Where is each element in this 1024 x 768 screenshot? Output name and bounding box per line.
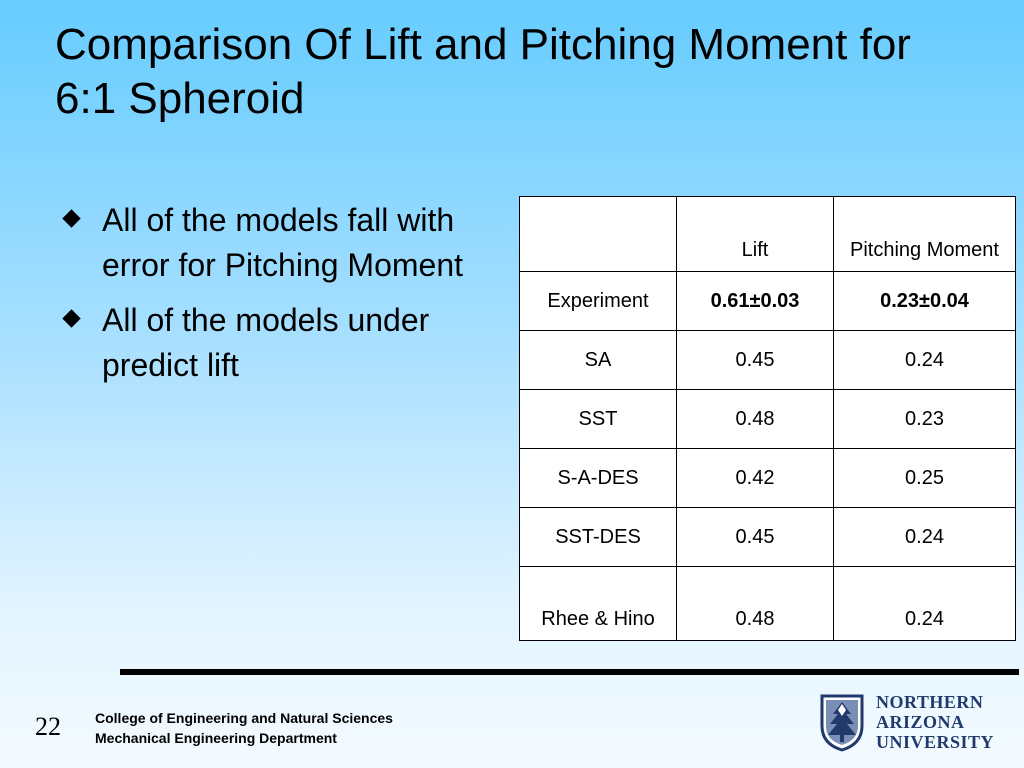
lift-cell: 0.45 bbox=[677, 508, 834, 567]
page-number: 22 bbox=[35, 712, 61, 741]
model-cell: SA bbox=[520, 331, 677, 390]
table-row bbox=[520, 272, 1016, 331]
table-row bbox=[520, 567, 1016, 641]
table-header-row bbox=[520, 197, 1016, 272]
moment-cell: 0.24 bbox=[834, 567, 1016, 641]
moment-cell: 0.24 bbox=[834, 331, 1016, 390]
header-cell-lift: Lift bbox=[677, 197, 834, 272]
bullet-item bbox=[62, 298, 482, 388]
moment-cell: 0.25 bbox=[834, 449, 1016, 508]
footer-college: College of Engineering and Natural Sciences bbox=[95, 710, 393, 726]
bullet-list bbox=[62, 198, 482, 398]
logo-line-northern: NORTHERN bbox=[876, 692, 984, 712]
logo-line-arizona: ARIZONA bbox=[876, 712, 965, 732]
table-row bbox=[520, 449, 1016, 508]
bullet-item bbox=[62, 198, 482, 288]
lift-cell: 0.48 bbox=[677, 567, 834, 641]
header-cell-empty bbox=[520, 197, 677, 272]
footer-department: Mechanical Engineering Department bbox=[95, 730, 337, 746]
lift-cell: 0.48 bbox=[677, 390, 834, 449]
bullet-text: All of the models under predict lift bbox=[102, 302, 430, 383]
bullet-text: All of the models fall with error for Pitching Moment bbox=[102, 202, 464, 283]
table-row bbox=[520, 390, 1016, 449]
university-logo bbox=[818, 692, 998, 756]
diamond-bullet-icon bbox=[62, 209, 80, 227]
header-cell-pitching-moment: Pitching Moment bbox=[834, 197, 1016, 272]
model-cell: Experiment bbox=[520, 272, 677, 331]
footer-text bbox=[95, 708, 393, 748]
results-table bbox=[519, 196, 1016, 641]
table-row bbox=[520, 331, 1016, 390]
moment-cell: 0.24 bbox=[834, 508, 1016, 567]
model-cell: S-A-DES bbox=[520, 449, 677, 508]
model-cell: SST bbox=[520, 390, 677, 449]
pine-shield-icon bbox=[818, 692, 866, 752]
lift-cell: 0.61±0.03 bbox=[677, 272, 834, 331]
slide-title: Comparison Of Lift and Pitching Moment for 6:1 Spheroid bbox=[55, 20, 911, 123]
diamond-bullet-icon bbox=[62, 309, 80, 327]
lift-cell: 0.45 bbox=[677, 331, 834, 390]
footer-divider bbox=[120, 669, 1019, 675]
logo-line-university: UNIVERSITY bbox=[876, 732, 995, 752]
moment-cell: 0.23 bbox=[834, 390, 1016, 449]
model-cell: SST-DES bbox=[520, 508, 677, 567]
model-cell: Rhee & Hino bbox=[520, 567, 677, 641]
table-row bbox=[520, 508, 1016, 567]
lift-cell: 0.42 bbox=[677, 449, 834, 508]
moment-cell: 0.23±0.04 bbox=[834, 272, 1016, 331]
logo-wordmark bbox=[876, 692, 994, 752]
